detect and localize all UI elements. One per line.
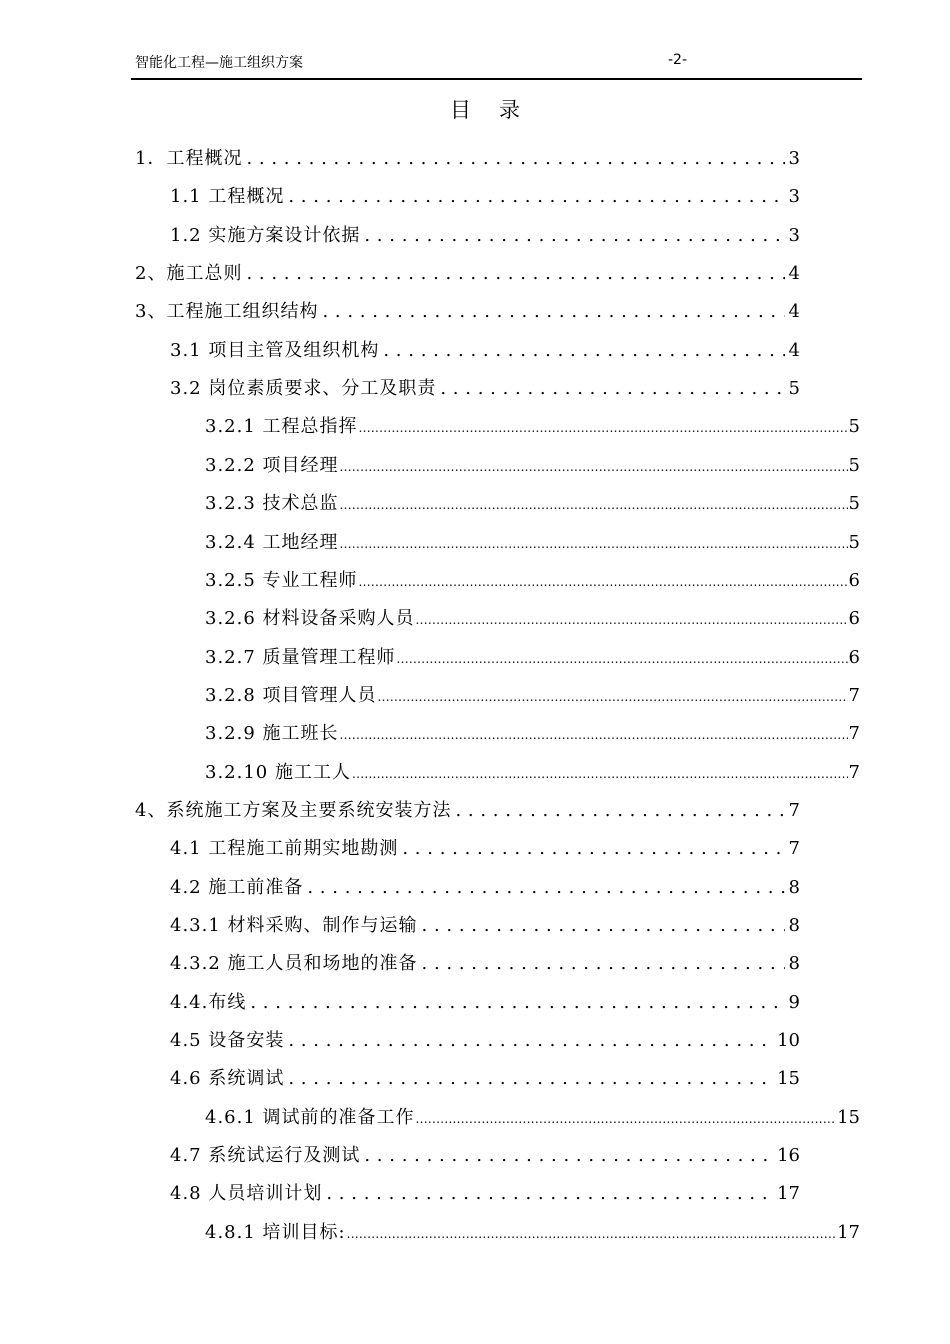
toc-entry-label: 3.1 项目主管及组织机构: [170, 339, 380, 361]
toc-entry-label: 3.2 岗位素质要求、分工及职责: [170, 378, 437, 400]
toc-entry-page-number: 17: [777, 1183, 800, 1205]
toc-entry-label: 1．工程概况: [135, 148, 243, 169]
toc-entry[interactable]: [135, 260, 800, 288]
toc-entry[interactable]: [170, 183, 800, 211]
header-page-number: -2-: [668, 52, 688, 68]
toc-entry-label: 3.2.4 工地经理: [205, 531, 339, 553]
toc-entry-page-number: 6: [848, 646, 860, 668]
toc-dot-leader: [340, 721, 848, 748]
toc-entry-label: 3.2.5 专业工程师: [205, 569, 358, 591]
toc-entry-page-number: 8: [788, 915, 800, 936]
toc-entry-page-number: 5: [848, 454, 860, 476]
toc-entry-page-number: 6: [848, 569, 860, 591]
toc-entry-page-number: 5: [848, 531, 860, 553]
toc-entry-page-number: 8: [788, 876, 800, 898]
toc-entry-page-number: 5: [788, 378, 800, 400]
toc-entry-page-number: 8: [788, 953, 800, 975]
toc-dot-leader: [440, 375, 784, 403]
toc-entry-label: 4.3.2 施工人员和场地的准备: [170, 953, 418, 975]
toc-entry-label: 3.2.1 工程总指挥: [205, 416, 358, 438]
toc-entry[interactable]: [170, 1142, 800, 1170]
toc-entry[interactable]: [205, 567, 860, 595]
toc-entry-label: 4.6.1 调试前的准备工作: [205, 1106, 415, 1128]
toc-entry[interactable]: [205, 452, 860, 480]
toc-title: 目录: [450, 98, 548, 122]
toc-entry-page-number: 17: [837, 1221, 860, 1243]
toc-dot-leader: [246, 260, 784, 288]
toc-entry[interactable]: [170, 950, 800, 978]
toc-entry[interactable]: [170, 989, 800, 1017]
toc-entry[interactable]: [170, 912, 800, 940]
toc-dot-leader: [383, 337, 784, 365]
toc-entry-label: 4.5 设备安装: [170, 1030, 285, 1052]
toc-entry[interactable]: [170, 874, 800, 902]
toc-entry-page-number: 6: [848, 608, 860, 630]
toc-entry-page-number: 4: [788, 339, 800, 361]
toc-entry-page-number: 7: [788, 838, 800, 860]
toc-entry[interactable]: [170, 1065, 800, 1093]
toc-entry-page-number: 7: [788, 799, 800, 821]
toc-entry-label: 4.2 施工前准备: [170, 876, 304, 898]
toc-entry[interactable]: [205, 644, 860, 672]
toc-entry-label: 3.2.9 施工班长: [205, 723, 339, 745]
toc-entry-label: 4.8 人员培训计划: [170, 1183, 323, 1205]
toc-entry-label: 4.8.1 培训目标:: [205, 1221, 346, 1243]
toc-entry-label: 4.1 工程施工前期实地勘测: [170, 838, 399, 860]
toc-entry-page-number: 3: [788, 224, 800, 246]
toc-entry[interactable]: [205, 682, 860, 710]
toc-entry-page-number: 7: [848, 723, 860, 745]
toc-entry-page-number: 3: [788, 186, 800, 208]
toc-dot-leader: [455, 797, 784, 825]
toc-entry-page-number: 7: [848, 761, 860, 783]
toc-entry[interactable]: [170, 835, 800, 863]
toc-entry-label: 2、施工总则: [135, 263, 243, 285]
toc-dot-leader: [364, 1142, 773, 1170]
toc-entry-label: 3.2.7 质量管理工程师: [205, 646, 396, 668]
toc-entry[interactable]: [170, 1180, 800, 1208]
toc-entry-page-number: 5: [848, 416, 860, 438]
toc-entry[interactable]: [170, 1027, 800, 1055]
toc-entry-label: 3.2.3 技术总监: [205, 493, 339, 515]
toc-entry[interactable]: [135, 797, 800, 825]
toc-dot-leader: [416, 1105, 837, 1132]
toc-dot-leader: [322, 298, 784, 326]
toc-entry-label: 1.2 实施方案设计依据: [170, 224, 361, 246]
toc-dot-leader: [288, 1065, 773, 1093]
toc-entry-label: 3.2.10 施工工人: [205, 761, 351, 783]
toc-dot-leader: [288, 183, 784, 211]
toc-entry-label: 3.2.2 项目经理: [205, 454, 339, 476]
toc-dot-leader: [397, 645, 848, 672]
toc-dot-leader: [422, 950, 785, 978]
toc-entry-page-number: 10: [777, 1030, 800, 1052]
toc-entry[interactable]: [205, 529, 860, 557]
toc-dot-leader: [416, 606, 848, 633]
toc-dot-leader: [250, 989, 784, 1017]
toc-entry-label: 3.2.8 项目管理人员: [205, 684, 377, 706]
toc-entry[interactable]: [205, 1104, 860, 1132]
toc-entry-label: 3、工程施工组织结构: [135, 301, 319, 323]
toc-entry-page-number: 15: [837, 1106, 860, 1128]
toc-dot-leader: [402, 835, 784, 863]
toc-dot-leader: [378, 683, 848, 710]
toc-entry-page-number: 7: [848, 684, 860, 706]
toc-entry-page-number: 4: [788, 301, 800, 323]
toc-entry-page-number: 4: [788, 263, 800, 285]
toc-entry-page-number: 3: [788, 148, 800, 169]
toc-entry-page-number: 15: [777, 1068, 800, 1090]
toc-dot-leader: [307, 874, 784, 902]
toc-entry[interactable]: [205, 490, 860, 518]
toc-entry[interactable]: [205, 1219, 860, 1247]
toc-dot-leader: [340, 491, 848, 518]
toc-dot-leader: [422, 912, 785, 940]
toc-dot-leader: [246, 145, 784, 173]
toc-entry-page-number: 16: [777, 1145, 800, 1167]
toc-entry-label: 4.6 系统调试: [170, 1068, 285, 1090]
toc-entry[interactable]: [170, 337, 800, 365]
toc-entry-page-number: 5: [848, 493, 860, 515]
toc-entry-label: 4.7 系统试运行及测试: [170, 1145, 361, 1167]
toc-dot-leader: [326, 1180, 773, 1208]
toc-entry[interactable]: [205, 759, 860, 787]
toc-dot-leader: [364, 222, 784, 250]
header-title: 智能化工程—施工组织方案: [135, 55, 303, 71]
toc-entry[interactable]: [205, 720, 860, 748]
toc-entry[interactable]: [135, 298, 800, 326]
toc-entry-page-number: 9: [788, 991, 800, 1013]
toc-entry[interactable]: [170, 375, 800, 403]
toc-entry[interactable]: [135, 145, 800, 173]
toc-dot-leader: [340, 530, 848, 557]
toc-dot-leader: [347, 1220, 837, 1247]
toc-entry[interactable]: [205, 413, 860, 441]
toc-entry-label: 4.3.1 材料采购、制作与运输: [170, 915, 418, 936]
toc-dot-leader: [340, 453, 848, 480]
toc-dot-leader: [359, 414, 848, 441]
toc-entry-label: 4.4.布线: [170, 991, 247, 1013]
toc-entry[interactable]: [170, 222, 800, 250]
toc-entry-label: 1.1 工程概况: [170, 186, 285, 208]
toc-dot-leader: [352, 760, 848, 787]
toc-dot-leader: [288, 1027, 773, 1055]
toc-entry-label: 3.2.6 材料设备采购人员: [205, 608, 415, 630]
toc-dot-leader: [359, 568, 848, 595]
toc-entry-label: 4、系统施工方案及主要系统安装方法: [135, 799, 452, 821]
toc-entry[interactable]: [205, 605, 860, 633]
